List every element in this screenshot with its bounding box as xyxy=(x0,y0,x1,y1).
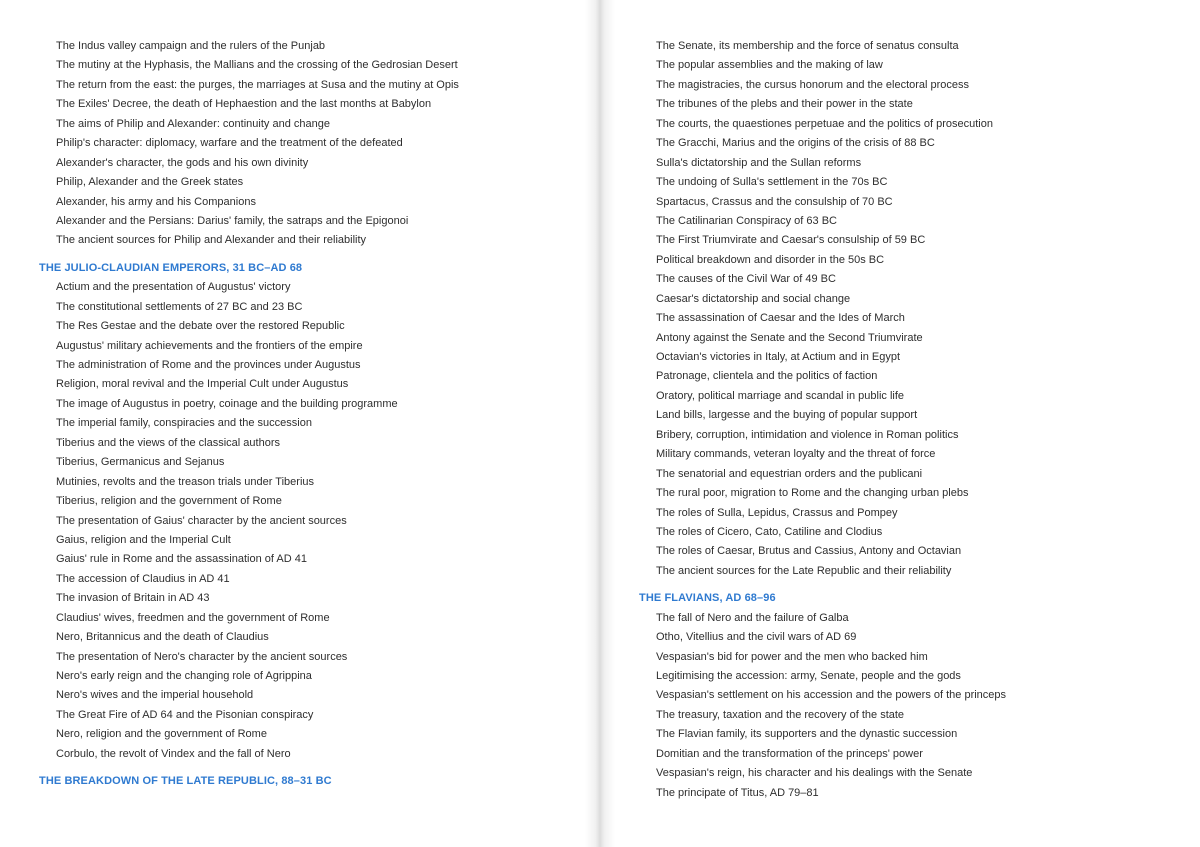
topic-item: Tiberius, Germanicus and Sejanus xyxy=(56,456,225,469)
topic-item: The First Triumvirate and Caesar's consulship of 59 BC xyxy=(656,234,926,247)
topic-item: Claudius' wives, freedmen and the government of Rome xyxy=(56,611,330,624)
section-heading-flavians: THE FLAVIANS, AD 68–96 xyxy=(639,592,776,605)
topic-item: Legitimising the accession: army, Senate, people and the gods xyxy=(656,670,961,682)
left-intro-list xyxy=(39,37,579,251)
right-page xyxy=(639,37,1179,803)
topic-item: The Exiles' Decree, the death of Hephaestion and the last months at Babylon xyxy=(56,98,432,111)
topic-item: The Res Gestae and the debate over the restored Republic xyxy=(56,320,345,333)
topic-item: Political breakdown and disorder in the 50s BC xyxy=(656,253,885,266)
topic-item: The imperial family, conspiracies and the succession xyxy=(56,417,312,430)
topic-item: The assassination of Caesar and the Ides of March xyxy=(656,312,905,325)
topic-item: Vespasian's settlement on his accession and the powers of the princeps xyxy=(656,689,1007,702)
topic-item: Land bills, largesse and the buying of popular support xyxy=(656,409,918,422)
topic-item: The ancient sources for Philip and Alexander and their reliability xyxy=(56,234,367,247)
topic-item: Religion, moral revival and the Imperial Cult under Augustus xyxy=(56,378,349,391)
topic-item: Vespasian's reign, his character and his dealings with the Senate xyxy=(656,767,973,780)
topic-item: Nero, religion and the government of Rome xyxy=(56,728,267,741)
topic-item: The principate of Titus, AD 79–81 xyxy=(656,786,819,799)
topic-item: The Gracchi, Marius and the origins of the crisis of 88 BC xyxy=(656,137,935,150)
book-gutter xyxy=(585,0,615,847)
topic-item: The rural poor, migration to Rome and the changing urban plebs xyxy=(656,487,969,500)
topic-item: Alexander, his army and his Companions xyxy=(56,195,256,208)
topic-item: The Indus valley campaign and the rulers of the Punjab xyxy=(56,40,326,52)
right-intro-list xyxy=(639,37,1179,581)
topic-item: The popular assemblies and the making of law xyxy=(656,59,883,72)
topic-item: The presentation of Gaius' character by the ancient sources xyxy=(56,514,347,527)
topic-item: The Great Fire of AD 64 and the Pisonian conspiracy xyxy=(56,708,314,721)
topic-item: The constitutional settlements of 27 BC and 23 BC xyxy=(56,300,303,313)
topic-item: Caesar's dictatorship and social change xyxy=(656,292,851,305)
topic-item: The fall of Nero and the failure of Galba xyxy=(656,611,849,624)
topic-item: Vespasian's bid for power and the men who backed him xyxy=(656,650,928,663)
topic-item: The Catilinarian Conspiracy of 63 BC xyxy=(656,214,837,227)
topic-item: The undoing of Sulla's settlement in the 70s BC xyxy=(656,176,888,189)
topic-item: Nero's early reign and the changing role of Agrippina xyxy=(56,670,312,682)
topic-item: Gaius, religion and the Imperial Cult xyxy=(56,533,231,546)
topic-item: The roles of Cicero, Cato, Catiline and Clodius xyxy=(656,525,883,538)
topic-item: Tiberius and the views of the classical authors xyxy=(56,436,280,449)
topic-item: The roles of Sulla, Lepidus, Crassus and Pompey xyxy=(656,506,898,519)
topic-item: The courts, the quaestiones perpetuae and the politics of prosecution xyxy=(656,117,993,130)
topic-item: The roles of Caesar, Brutus and Cassius, Antony and Octavian xyxy=(656,545,962,558)
julio-claudian-topic-list xyxy=(39,278,579,764)
topic-item: The treasury, taxation and the recovery of the state xyxy=(656,708,905,721)
topic-item: The presentation of Nero's character by the ancient sources xyxy=(56,650,348,663)
topic-item: Philip's character: diplomacy, warfare and the treatment of the defeated xyxy=(56,137,403,150)
topic-item: The causes of the Civil War of 49 BC xyxy=(656,273,836,286)
topic-item: Alexander's character, the gods and his own divinity xyxy=(56,156,309,169)
topic-item: Oratory, political marriage and scandal in public life xyxy=(656,389,905,402)
topic-item: Actium and the presentation of Augustus' victory xyxy=(56,281,291,294)
topic-item: Tiberius, religion and the government of Rome xyxy=(56,495,282,508)
topic-item: Otho, Vitellius and the civil wars of AD 69 xyxy=(656,631,857,644)
topic-item: The senatorial and equestrian orders and the publicani xyxy=(656,467,923,480)
section-heading-late-republic: THE BREAKDOWN OF THE LATE REPUBLIC, 88–31 BC xyxy=(39,775,332,788)
topic-item: The aims of Philip and Alexander: continuity and change xyxy=(56,117,330,130)
topic-item: Mutinies, revolts and the treason trials under Tiberius xyxy=(56,475,315,488)
topic-item: Military commands, veteran loyalty and the threat of force xyxy=(656,448,936,461)
left-page xyxy=(39,37,579,792)
topic-item: The Senate, its membership and the force of senatus consulta xyxy=(656,40,959,52)
topic-item: Nero's wives and the imperial household xyxy=(56,689,254,702)
topic-item: Spartacus, Crassus and the consulship of 70 BC xyxy=(656,195,893,208)
topic-item: The accession of Claudius in AD 41 xyxy=(56,572,230,585)
section-heading-julio-claudian: THE JULIO-CLAUDIAN EMPERORS, 31 BC–AD 68 xyxy=(39,261,303,274)
flavians-topic-list xyxy=(639,609,1179,803)
topic-item: Sulla's dictatorship and the Sullan reforms xyxy=(656,156,862,169)
topic-item: Domitian and the transformation of the princeps' power xyxy=(656,747,923,760)
topic-item: Philip, Alexander and the Greek states xyxy=(56,176,244,189)
topic-item: The tribunes of the plebs and their power in the state xyxy=(656,98,913,111)
topic-item: Octavian's victories in Italy, at Actium and in Egypt xyxy=(656,351,901,363)
topic-item: The image of Augustus in poetry, coinage and the building programme xyxy=(56,397,398,410)
topic-item: Antony against the Senate and the Second Triumvirate xyxy=(656,331,923,344)
topic-item: Nero, Britannicus and the death of Claudius xyxy=(56,631,269,644)
topic-item: The administration of Rome and the provinces under Augustus xyxy=(56,359,361,371)
topic-item: The magistracies, the cursus honorum and the electoral process xyxy=(656,78,970,91)
topic-item: The mutiny at the Hyphasis, the Mallians and the crossing of the Gedrosian Desert xyxy=(56,59,458,72)
topic-item: The invasion of Britain in AD 43 xyxy=(56,592,210,605)
topic-item: The ancient sources for the Late Republic and their reliability xyxy=(656,564,952,577)
topic-item: Patronage, clientela and the politics of faction xyxy=(656,370,878,383)
topic-item: Alexander and the Persians: Darius' family, the satraps and the Epigonoi xyxy=(56,214,409,227)
topic-item: Gaius' rule in Rome and the assassination of AD 41 xyxy=(56,553,307,566)
topic-item: The return from the east: the purges, the marriages at Susa and the mutiny at Opis xyxy=(56,78,459,91)
topic-item: The Flavian family, its supporters and the dynastic succession xyxy=(656,728,958,741)
topic-item: Augustus' military achievements and the frontiers of the empire xyxy=(56,339,363,352)
topic-item: Corbulo, the revolt of Vindex and the fall of Nero xyxy=(56,747,291,760)
topic-item: Bribery, corruption, intimidation and violence in Roman politics xyxy=(656,428,959,441)
